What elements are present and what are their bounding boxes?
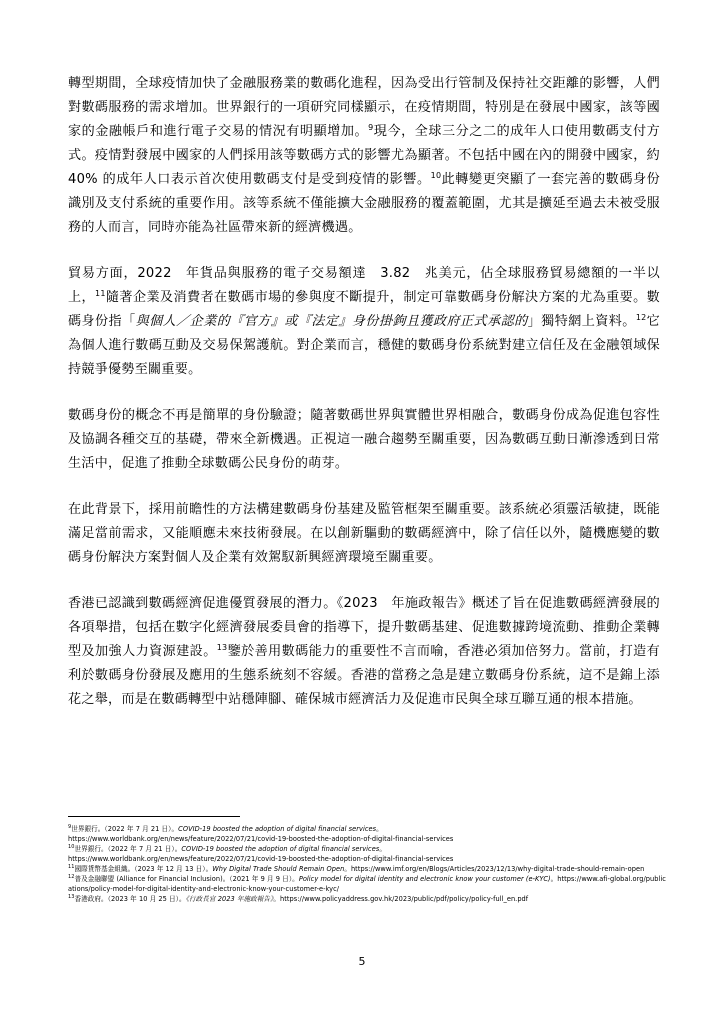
- footnote-punct: 。: [376, 825, 383, 833]
- footnote-ref-9[interactable]: 9: [368, 123, 374, 132]
- footnote-11: [68, 864, 668, 874]
- text-run: 隨著企業及消費者在數碼市場的參與度不斷提升，制定可靠數碼身份解決方案的尤為重要。數碼身份指「: [68, 290, 661, 329]
- footnote-number: 9: [68, 824, 72, 830]
- footnote-separator: [68, 816, 240, 817]
- footnote-number: 10: [68, 844, 75, 850]
- footnote-number: 12: [68, 874, 75, 880]
- footnote-link[interactable]: https://www.worldbank.org/en/news/feature/2022/07/21/covid-19-boosted-the-adoption-of-digital-financial-services: [68, 835, 454, 843]
- footnote-link[interactable]: https://www.worldbank.org/en/news/feature/2022/07/21/covid-19-boosted-the-adoption-of-digital-financial-services: [68, 855, 454, 863]
- text-run: 鑒於善用數碼能力的重要性不言而喻，香港必須加倍努力。當前，打造有利於數碼身份發展及應用的生態系統刻不容緩。香港的當務之急是建立數碼身份系統，這不是錦上添花之舉，而是在數碼轉型中站穩陣腳、確保城市經濟活力及促進市民與全球互聯互通的根本措施。: [68, 644, 661, 707]
- text-run: 此轉變更突顯了一套完善的數碼身份識別及支付系統的重要作用。該等系統不僅能擴大金融服務的覆蓋範圍，尤其是擴延至過去未被受服務的人而言，同時亦能為社區帶來新的經濟機遇。: [68, 172, 661, 235]
- footnote-number: 11: [68, 864, 75, 870]
- paragraph-trade: [68, 262, 660, 382]
- footnote-source: 香港政府。（2023 年 10 月 25 日）。: [74, 895, 186, 903]
- text-run: 貿易方面，2022 年貨品與服務的電子交易額達 3.82 兆美元，佔全球服務貿易總額的一半以上，: [68, 266, 660, 305]
- footnote-source: 世界銀行。（2022 年 7 月 21 日）。: [71, 825, 179, 833]
- footnote-title: Policy model for digital identity and electronic know your customer (e-KYC): [298, 875, 551, 883]
- footnote-number: 13: [68, 894, 75, 900]
- footnote-link[interactable]: 。https://www.afi-global.org/publications/policy-model-for-digital-identity-and-electronic-know-your-customer-e-kyc/: [68, 875, 666, 893]
- paragraph-hong-kong: [68, 592, 660, 712]
- text-run: 轉型期間，全球疫情加快了金融服務業的數碼化進程，因為受出行管制及保持社交距離的影響，人們對數碼服務的需求增加。世界銀行的一項研究同樣顯示，在疫情期間，特別是在發展中國家，該等國家的金融帳戶和進行電子交易的情況有明顯增加。: [68, 76, 660, 139]
- paragraph-digitalization: [68, 72, 660, 240]
- footnote-title: COVID-19 boosted the adoption of digital financial services: [178, 825, 377, 833]
- paragraph-concept: 數碼身份的概念不再是簡單的身份驗證；隨著數碼世界與實體世界相融合，數碼身份成為促進包容性及協調各種交互的基礎，帶來全新機遇。正視這一融合趨勢至關重要，因為數碼互動日漸滲透到日常生活中，促進了推動全球數碼公民身份的萌芽。: [68, 408, 660, 471]
- footnote-ref-13[interactable]: 13: [216, 643, 228, 652]
- footnote-10: [68, 844, 668, 864]
- text-run: 香港已認識到數碼經濟促進優質發展的潛力。《2023 年施政報告》概述了旨在促進數碼經濟發展的各項舉措，包括在數字化經濟發展委員會的指導下，提升數碼基建、促進數據跨境流動、推動企業轉型及加強人力資源建設。: [68, 596, 660, 659]
- footnote-source: 世界銀行。（2022 年 7 月 21 日）。: [74, 845, 182, 853]
- footnote-12: [68, 874, 668, 894]
- footnote-title: COVID-19 boosted the adoption of digital financial services: [181, 845, 380, 853]
- text-run: 」獨特網上資料。: [527, 314, 636, 329]
- footnote-title: Why Digital Trade Should Remain Open: [212, 865, 345, 873]
- page-number: 5: [358, 955, 366, 968]
- footnote-ref-11[interactable]: 11: [95, 289, 106, 298]
- footnote-13: [68, 894, 668, 904]
- footnote-9: [68, 824, 668, 844]
- footnote-link[interactable]: 。https://www.imf.org/en/Blogs/Articles/2023/12/13/why-digital-trade-should-remain-open: [344, 865, 645, 873]
- footnote-title: 《行政長官 2023 年施政報告》: [185, 895, 274, 903]
- paragraph-framework: 在此背景下，採用前瞻性的方法構建數碼身份基建及監管框架至關重要。該系統必須靈活敏捷，既能滿足當前需求，又能順應未來技術發展。在以創新驅動的數碼經濟中，除了信任以外，隨機應變的數碼身份解決方案對個人及企業有效駕馭新興經濟環境至關重要。: [68, 502, 660, 565]
- footnote-ref-10[interactable]: 10: [430, 171, 442, 180]
- footnote-source: 普及金融聯盟 (Alliance for Financial Inclusion)。（2021 年 9 月 9 日）。: [74, 875, 299, 883]
- footnote-ref-12[interactable]: 12: [635, 313, 647, 322]
- digital-id-definition: 與個人／企業的『官方』或『法定』身份掛鉤且獲政府正式承認的: [135, 314, 528, 329]
- text-run: 它為個人進行數碼互動及交易保駕護航。對企業而言，穩健的數碼身份系統對建立信任及在金融領域保持競爭優勢至關重要。: [68, 314, 661, 377]
- footnote-link[interactable]: 。https://www.policyaddress.gov.hk/2023/public/pdf/policy/policy-full_en.pdf: [273, 895, 529, 903]
- footnote-source: 國際貨幣基金組織。（2023 年 12 月 13 日）。: [74, 865, 213, 873]
- footnote-punct: 。: [379, 845, 386, 853]
- text-run: 現今，全球三分之二的成年人口使用數碼支付方式。疫情對發展中國家的人們採用該等數碼方式的影響尤為顯著。不包括中國在內的開發中國家，約 40% 的成年人口表示首次使用數碼支付是受到疫情的影響。: [68, 124, 661, 187]
- body-text: [68, 72, 660, 734]
- footnotes: [68, 816, 668, 904]
